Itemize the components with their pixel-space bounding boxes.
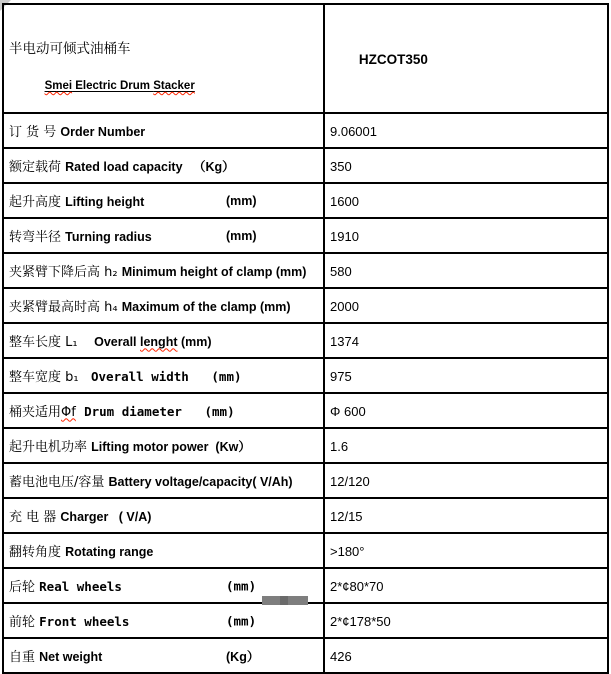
table-row <box>3 113 608 148</box>
product-title-zh: 半电动可倾式油桶车 <box>9 41 131 57</box>
spec-label-cell <box>3 288 324 323</box>
spec-label-zh: 后轮 <box>9 579 40 595</box>
spec-label-cell <box>3 428 324 463</box>
spec-value-cell: 1910 <box>324 218 608 253</box>
spec-label-zh: 桶夹适用Φf <box>9 404 76 420</box>
spec-value-cell: 1374 <box>324 323 608 358</box>
spec-label-cell <box>3 183 324 218</box>
spec-value-cell: 12/15 <box>324 498 608 533</box>
spec-label-zh: 转弯半径 <box>9 229 66 245</box>
spec-value-cell: 2000 <box>324 288 608 323</box>
spec-unit: (mm) <box>226 228 257 243</box>
spec-label-zh: 整车宽度 b₁ <box>9 369 91 385</box>
spec-label-en: Real wheels <box>39 578 122 594</box>
table-row <box>3 253 608 288</box>
spec-value-cell: Φ 600 <box>324 393 608 428</box>
spec-value-cell: 1600 <box>324 183 608 218</box>
spec-label-cell <box>3 463 324 498</box>
spec-label-en: Charger ( V/A) <box>60 509 152 524</box>
table-row <box>3 288 608 323</box>
spec-label-zh: 额定载荷 <box>9 159 66 175</box>
spec-label-cell <box>3 498 324 533</box>
spec-label-cell <box>3 603 324 638</box>
spec-label-en: Order Number <box>60 124 146 139</box>
spec-label-en: Turning radius <box>65 229 152 244</box>
table-header-row <box>3 4 608 113</box>
spec-label-zh: 自重 <box>9 649 40 665</box>
spec-label-cell <box>3 148 324 183</box>
spec-label-zh: 起升电机功率 <box>9 439 92 455</box>
spec-value-cell: 975 <box>324 358 608 393</box>
spec-unit: (mm) <box>226 613 257 628</box>
spellcheck-word: Smei <box>44 80 73 92</box>
spec-value-cell: 580 <box>324 253 608 288</box>
spec-label-cell <box>3 323 324 358</box>
scrollbar-fragment[interactable] <box>262 596 308 605</box>
spec-value-cell: 2*¢178*50 <box>324 603 608 638</box>
spec-label-en: Front wheels <box>39 613 130 629</box>
spec-table <box>2 3 609 674</box>
spec-value-cell: >180° <box>324 533 608 568</box>
table-row <box>3 533 608 568</box>
table-row <box>3 603 608 638</box>
spec-label-cell <box>3 393 324 428</box>
spec-label-en: Battery voltage/capacity( V/Ah) <box>108 474 293 489</box>
spec-value-cell: 2*¢80*70 <box>324 568 608 603</box>
table-row <box>3 463 608 498</box>
spec-value-cell: 426 <box>324 638 608 673</box>
spec-label-cell <box>3 638 324 673</box>
spec-unit: (mm) <box>226 193 257 208</box>
spec-label-zh: 起升高度 <box>9 194 66 210</box>
spec-label-en: Rated load capacity （Kg） <box>65 159 235 174</box>
spec-label-cell <box>3 533 324 568</box>
model-cell <box>324 4 608 113</box>
spec-label-en: Lifting motor power (Kw） <box>91 439 251 454</box>
spec-label-zh: 订 货 号 <box>9 124 61 140</box>
spec-label-zh: 前轮 <box>9 614 40 630</box>
product-title-cell <box>3 4 324 113</box>
spec-label-cell <box>3 113 324 148</box>
spec-unit: (mm) <box>226 578 257 593</box>
spec-label-en: Net weight <box>39 649 103 664</box>
spec-label-en: Rotating range <box>65 544 154 559</box>
spec-value-cell: 9.06001 <box>324 113 608 148</box>
spec-label-zh: 夹紧臂最高时高 h₄ <box>9 299 122 315</box>
spec-value-cell: 12/120 <box>324 463 608 498</box>
table-row <box>3 218 608 253</box>
spec-label-zh: 整车长度 L₁ <box>9 334 95 350</box>
spellcheck-word: lenght <box>140 334 178 349</box>
spec-label-en: Lifting height <box>65 194 145 209</box>
table-row <box>3 358 608 393</box>
spec-label-cell <box>3 253 324 288</box>
spec-label-en: Overall lenght (mm) <box>94 334 212 349</box>
spec-label-en: Overall width (mm) <box>91 368 242 384</box>
table-row <box>3 393 608 428</box>
spec-label-zh: 翻转角度 <box>9 544 66 560</box>
spec-label-cell <box>3 358 324 393</box>
spec-label-zh: 蓄电池电压/容量 <box>9 474 109 490</box>
spec-value-cell: 1.6 <box>324 428 608 463</box>
spec-label-en: Minimum height of clamp (mm) <box>121 264 307 279</box>
product-title-en: Smei Electric Drum Stacker <box>44 80 195 92</box>
spec-label-en: Maximum of the clamp (mm) <box>121 299 291 314</box>
model-number: HZCOT350 <box>358 52 428 67</box>
table-row <box>3 638 608 673</box>
spec-label-zh: 夹紧臂下降后高 h₂ <box>9 264 122 280</box>
spec-value-cell: 350 <box>324 148 608 183</box>
spellcheck-word: Φf <box>61 404 76 420</box>
table-row <box>3 148 608 183</box>
table-row <box>3 428 608 463</box>
table-row <box>3 323 608 358</box>
spec-label-en: Drum diameter (mm) <box>84 403 235 419</box>
table-row <box>3 498 608 533</box>
spec-unit: (Kg） <box>226 649 260 664</box>
spellcheck-word: Stacker <box>153 80 195 92</box>
spec-label-zh: 充 电 器 <box>9 509 61 525</box>
table-row <box>3 183 608 218</box>
scrollbar-thumb-mark <box>280 596 288 605</box>
spec-label-cell <box>3 218 324 253</box>
